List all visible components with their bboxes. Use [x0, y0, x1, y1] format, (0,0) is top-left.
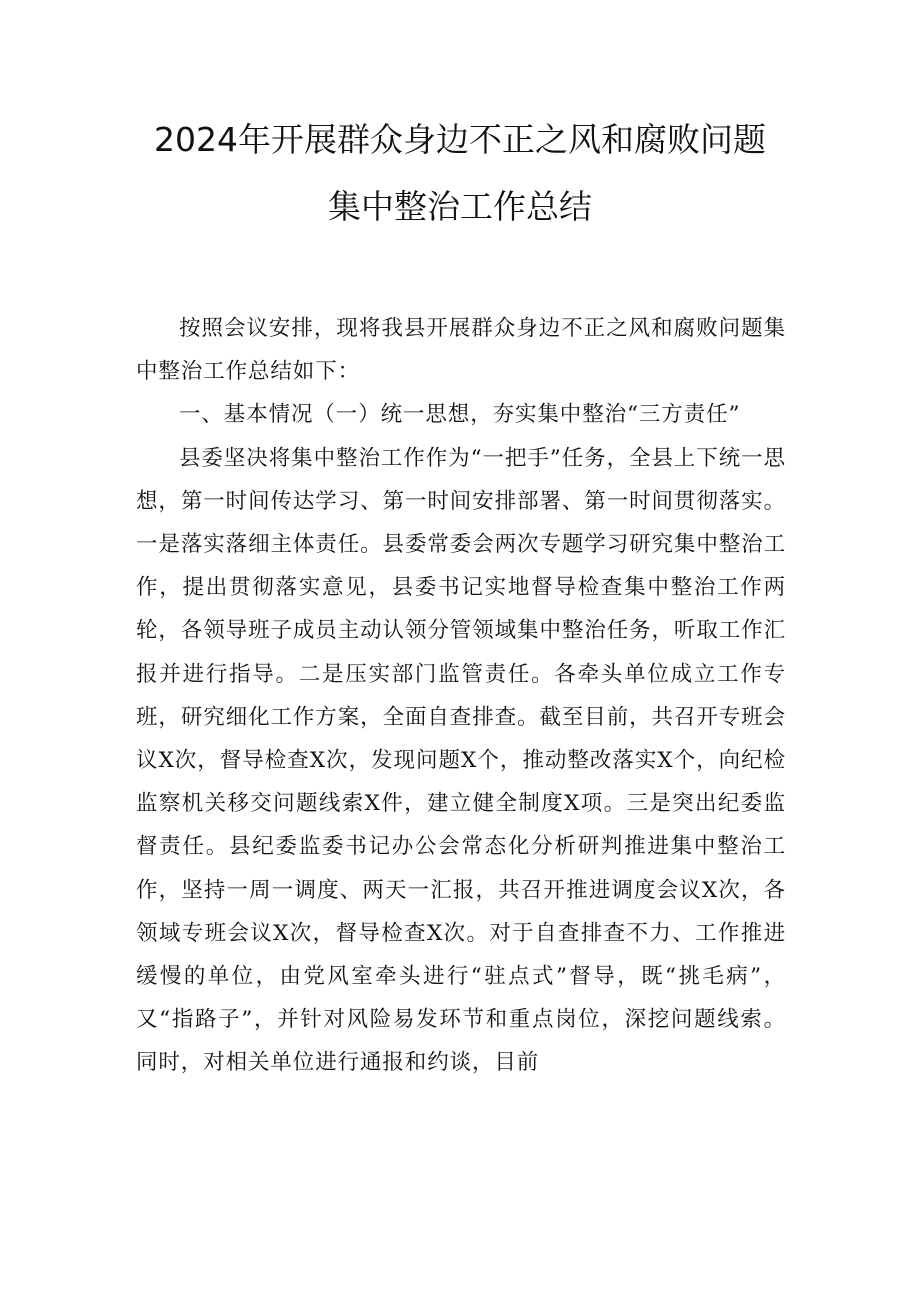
title-line-2: 集中整治工作总结: [328, 187, 592, 226]
section-heading-paragraph: 一、基本情况（一）统一思想，夯实集中整治“三方责任”: [179, 402, 741, 428]
document-title: [0, 118, 920, 229]
body-paragraph: 县委坚决将集中整治工作作为“一把手”任务，全县上下统一思想，第一时间传达学习、第一时间安排部署、第一时间贯彻落实。一是落实落细主体责任。县委常委会两次专题学习研究集中整治工作，提出贯彻落实意见，县委书记实地督导检查集中整治工作两轮，各领导班子成员主动认领分管领域集中整治任务，听取工作汇报并进行指导。二是压实部门监管责任。各牵头单位成立工作专班，研究细化工作方案，全面自查排查。截至目前，共召开专班会议X次，督导检查X次，发现问题X个，推动整改落实X个，向纪检监察机关移交问题线索X件，建立健全制度X项。三是突出纪委监督责任。县纪委监委书记办公会常态化分析研判推进集中整治工作，坚持一周一调度、两天一汇报，共召开推进调度会议X次，各领域专班会议X次，督导检查X次。对于自查排查不力、工作推进缓慢的单位，由党风室牵头进行“驻点式”督导，既“挑毛病”，又“指路子”，并针对风险易发环节和重点岗位，深挖问题线索。同时，对相关单位进行通报和约谈，目前: [136, 445, 786, 1076]
title-line-1: 2024年开展群众身边不正之风和腐败问题: [154, 120, 766, 159]
intro-paragraph: 按照会议安排，现将我县开展群众身边不正之风和腐败问题集中整治工作总结如下：: [136, 316, 786, 385]
document-body: [136, 307, 786, 1085]
